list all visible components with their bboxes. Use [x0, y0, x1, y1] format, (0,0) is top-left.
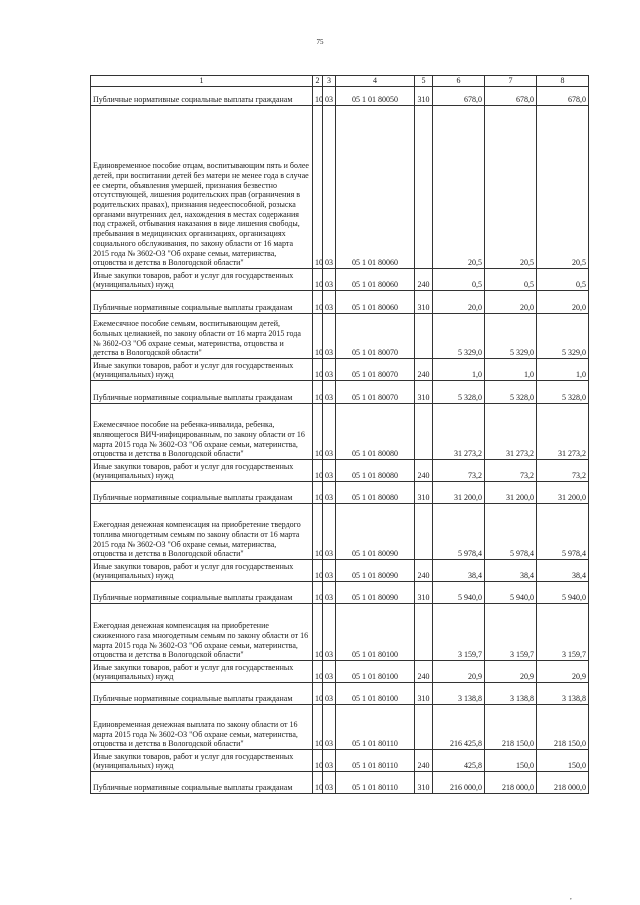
- expense-type-code: 310: [415, 683, 433, 705]
- amount-col6: 216 425,8: [433, 705, 485, 750]
- section-code: 03: [323, 291, 336, 314]
- amount-col7: 0,5: [485, 269, 537, 291]
- expense-type-code: [415, 314, 433, 359]
- expense-type-code: 310: [415, 87, 433, 106]
- column-header: 5: [415, 76, 433, 87]
- chapter-code: 10: [313, 560, 323, 582]
- table-row: [91, 582, 589, 604]
- row-description: Иные закупки товаров, работ и услуг для государственных (муниципальных) нужд: [91, 359, 313, 381]
- chapter-code: 10: [313, 750, 323, 772]
- section-code: 03: [323, 683, 336, 705]
- section-code: 03: [323, 269, 336, 291]
- chapter-code: 10: [313, 661, 323, 683]
- amount-col6: 216 000,0: [433, 772, 485, 794]
- target-article-code: 05 1 01 80070: [336, 381, 415, 404]
- amount-col6: 5 978,4: [433, 504, 485, 560]
- amount-col8: 20,0: [537, 291, 589, 314]
- chapter-code: 10: [313, 314, 323, 359]
- chapter-code: 10: [313, 269, 323, 291]
- row-description: Иные закупки товаров, работ и услуг для государственных (муниципальных) нужд: [91, 560, 313, 582]
- target-article-code: 05 1 01 80070: [336, 314, 415, 359]
- amount-col8: 5 940,0: [537, 582, 589, 604]
- amount-col6: 73,2: [433, 460, 485, 482]
- table-row: [91, 705, 589, 750]
- row-description: Публичные нормативные социальные выплаты гражданам: [91, 291, 313, 314]
- section-code: 03: [323, 504, 336, 560]
- chapter-code: 10: [313, 359, 323, 381]
- row-description: Единовременная денежная выплата по закону области от 16 марта 2015 года № 3602-ОЗ "Об охране семьи, материнства, отцовства и детства в Вологодской области": [91, 705, 313, 750]
- amount-col6: 20,9: [433, 661, 485, 683]
- amount-col8: 38,4: [537, 560, 589, 582]
- table-row: [91, 604, 589, 661]
- target-article-code: 05 1 01 80110: [336, 705, 415, 750]
- row-description: Публичные нормативные социальные выплаты гражданам: [91, 772, 313, 794]
- section-code: 03: [323, 381, 336, 404]
- section-code: 03: [323, 604, 336, 661]
- table-row: [91, 106, 589, 269]
- amount-col7: 5 978,4: [485, 504, 537, 560]
- target-article-code: 05 1 01 80060: [336, 291, 415, 314]
- expense-type-code: 240: [415, 460, 433, 482]
- chapter-code: 10: [313, 504, 323, 560]
- budget-table: [90, 75, 589, 794]
- target-article-code: 05 1 01 80090: [336, 560, 415, 582]
- amount-col6: 0,5: [433, 269, 485, 291]
- target-article-code: 05 1 01 80100: [336, 604, 415, 661]
- section-code: 03: [323, 106, 336, 269]
- target-article-code: 05 1 01 80050: [336, 87, 415, 106]
- row-description: Иные закупки товаров, работ и услуг для государственных (муниципальных) нужд: [91, 661, 313, 683]
- amount-col6: 31 273,2: [433, 404, 485, 460]
- target-article-code: 05 1 01 80060: [336, 269, 415, 291]
- table-row: [91, 750, 589, 772]
- amount-col7: 218 000,0: [485, 772, 537, 794]
- amount-col8: 31 200,0: [537, 482, 589, 504]
- chapter-code: 10: [313, 772, 323, 794]
- amount-col6: 425,8: [433, 750, 485, 772]
- section-code: 03: [323, 661, 336, 683]
- target-article-code: 05 1 01 80080: [336, 404, 415, 460]
- row-description: Публичные нормативные социальные выплаты гражданам: [91, 582, 313, 604]
- section-code: 03: [323, 772, 336, 794]
- chapter-code: 10: [313, 582, 323, 604]
- target-article-code: 05 1 01 80090: [336, 582, 415, 604]
- amount-col6: 3 138,8: [433, 683, 485, 705]
- amount-col8: 5 328,0: [537, 381, 589, 404]
- table-row: [91, 404, 589, 460]
- amount-col6: 20,0: [433, 291, 485, 314]
- expense-type-code: [415, 106, 433, 269]
- row-description: Иные закупки товаров, работ и услуг для государственных (муниципальных) нужд: [91, 269, 313, 291]
- row-description: Единовременное пособие отцам, воспитывающим пять и более детей, при воспитании детей без матери не менее года в случае ее смерти, объявления умершей, признания безвестно отсутствующей, лишения родительских прав (ограничения в родительских правах), признания недееспособной, розыска органами внутренних дел, нахождения в местах содержания под стражей, отбывания наказания в виде лишения свободы, пребывания в медицинских организациях, организациях социального обслуживания, по закону области от 16 марта 2015 года № 3602-ОЗ "Об охране семьи, материнства, отцовства и детства в Вологодской области": [91, 106, 313, 269]
- row-description: Ежегодная денежная компенсация на приобретение сжиженного газа многодетным семьям по закону области от 16 марта 2015 года № 3602-ОЗ "Об охране семьи, материнства, отцовства и детства в Вологодской области": [91, 604, 313, 661]
- table-row: [91, 560, 589, 582]
- target-article-code: 05 1 01 80080: [336, 460, 415, 482]
- section-code: 03: [323, 404, 336, 460]
- expense-type-code: 240: [415, 750, 433, 772]
- amount-col8: 3 138,8: [537, 683, 589, 705]
- expense-type-code: 310: [415, 381, 433, 404]
- chapter-code: 10: [313, 604, 323, 661]
- section-code: 03: [323, 750, 336, 772]
- column-header: 1: [91, 76, 313, 87]
- amount-col7: 5 328,0: [485, 381, 537, 404]
- target-article-code: 05 1 01 80100: [336, 661, 415, 683]
- expense-type-code: 310: [415, 772, 433, 794]
- chapter-code: 10: [313, 87, 323, 106]
- amount-col8: 31 273,2: [537, 404, 589, 460]
- amount-col8: 218 000,0: [537, 772, 589, 794]
- amount-col8: 73,2: [537, 460, 589, 482]
- expense-type-code: 240: [415, 269, 433, 291]
- expense-type-code: [415, 705, 433, 750]
- amount-col7: 20,0: [485, 291, 537, 314]
- column-header: 7: [485, 76, 537, 87]
- amount-col6: 20,5: [433, 106, 485, 269]
- table-row: [91, 482, 589, 504]
- table-header-row: [91, 76, 589, 87]
- column-header: 8: [537, 76, 589, 87]
- corner-mark: ,: [570, 893, 572, 901]
- amount-col6: 678,0: [433, 87, 485, 106]
- row-description: Ежегодная денежная компенсация на приобретение твердого топлива многодетным семьям по закону области от 16 марта 2015 года № 3602-ОЗ "Об охране семьи, материнства, отцовства и детства в Вологодской области": [91, 504, 313, 560]
- amount-col8: 218 150,0: [537, 705, 589, 750]
- expense-type-code: [415, 604, 433, 661]
- chapter-code: 10: [313, 683, 323, 705]
- table-row: [91, 661, 589, 683]
- row-description: Публичные нормативные социальные выплаты гражданам: [91, 87, 313, 106]
- amount-col8: 5 329,0: [537, 314, 589, 359]
- section-code: 03: [323, 314, 336, 359]
- table-row: [91, 359, 589, 381]
- table-row: [91, 87, 589, 106]
- amount-col7: 218 150,0: [485, 705, 537, 750]
- chapter-code: 10: [313, 291, 323, 314]
- section-code: 03: [323, 359, 336, 381]
- target-article-code: 05 1 01 80100: [336, 683, 415, 705]
- amount-col8: 1,0: [537, 359, 589, 381]
- chapter-code: 10: [313, 460, 323, 482]
- target-article-code: 05 1 01 80060: [336, 106, 415, 269]
- section-code: 03: [323, 705, 336, 750]
- section-code: 03: [323, 582, 336, 604]
- table-row: [91, 314, 589, 359]
- expense-type-code: 240: [415, 359, 433, 381]
- chapter-code: 10: [313, 482, 323, 504]
- amount-col6: 5 940,0: [433, 582, 485, 604]
- row-description: Ежемесячное пособие семьям, воспитывающим детей, больных целиакией, по закону области от 16 марта 2015 года № 3602-ОЗ "Об охране семьи, материнства, отцовства и детства в Вологодской области": [91, 314, 313, 359]
- amount-col8: 150,0: [537, 750, 589, 772]
- target-article-code: 05 1 01 80110: [336, 772, 415, 794]
- column-header: 2: [313, 76, 323, 87]
- table-row: [91, 269, 589, 291]
- chapter-code: 10: [313, 381, 323, 404]
- row-description: Публичные нормативные социальные выплаты гражданам: [91, 482, 313, 504]
- expense-type-code: 310: [415, 482, 433, 504]
- section-code: 03: [323, 87, 336, 106]
- amount-col7: 3 159,7: [485, 604, 537, 661]
- amount-col7: 20,5: [485, 106, 537, 269]
- amount-col7: 3 138,8: [485, 683, 537, 705]
- section-code: 03: [323, 482, 336, 504]
- amount-col8: 5 978,4: [537, 504, 589, 560]
- amount-col7: 31 200,0: [485, 482, 537, 504]
- amount-col7: 20,9: [485, 661, 537, 683]
- amount-col7: 678,0: [485, 87, 537, 106]
- amount-col7: 5 329,0: [485, 314, 537, 359]
- target-article-code: 05 1 01 80080: [336, 482, 415, 504]
- expense-type-code: 310: [415, 291, 433, 314]
- amount-col6: 5 328,0: [433, 381, 485, 404]
- row-description: Публичные нормативные социальные выплаты гражданам: [91, 683, 313, 705]
- row-description: Иные закупки товаров, работ и услуг для государственных (муниципальных) нужд: [91, 750, 313, 772]
- amount-col6: 31 200,0: [433, 482, 485, 504]
- expense-type-code: 240: [415, 560, 433, 582]
- target-article-code: 05 1 01 80090: [336, 504, 415, 560]
- row-description: Иные закупки товаров, работ и услуг для государственных (муниципальных) нужд: [91, 460, 313, 482]
- table-row: [91, 772, 589, 794]
- amount-col7: 5 940,0: [485, 582, 537, 604]
- table-row: [91, 291, 589, 314]
- page-number: 75: [316, 38, 324, 46]
- amount-col8: 678,0: [537, 87, 589, 106]
- table-row: [91, 381, 589, 404]
- row-description: Публичные нормативные социальные выплаты гражданам: [91, 381, 313, 404]
- column-header: 6: [433, 76, 485, 87]
- expense-type-code: 240: [415, 661, 433, 683]
- amount-col6: 5 329,0: [433, 314, 485, 359]
- amount-col7: 31 273,2: [485, 404, 537, 460]
- chapter-code: 10: [313, 404, 323, 460]
- amount-col7: 150,0: [485, 750, 537, 772]
- amount-col8: 0,5: [537, 269, 589, 291]
- table-row: [91, 504, 589, 560]
- table-row: [91, 460, 589, 482]
- amount-col6: 1,0: [433, 359, 485, 381]
- section-code: 03: [323, 460, 336, 482]
- column-header: 3: [323, 76, 336, 87]
- target-article-code: 05 1 01 80110: [336, 750, 415, 772]
- chapter-code: 10: [313, 705, 323, 750]
- amount-col6: 38,4: [433, 560, 485, 582]
- expense-type-code: [415, 504, 433, 560]
- target-article-code: 05 1 01 80070: [336, 359, 415, 381]
- chapter-code: 10: [313, 106, 323, 269]
- amount-col6: 3 159,7: [433, 604, 485, 661]
- section-code: 03: [323, 560, 336, 582]
- column-header: 4: [336, 76, 415, 87]
- amount-col7: 38,4: [485, 560, 537, 582]
- amount-col7: 73,2: [485, 460, 537, 482]
- amount-col8: 3 159,7: [537, 604, 589, 661]
- expense-type-code: 310: [415, 582, 433, 604]
- row-description: Ежемесячное пособие на ребенка-инвалида, ребенка, являющегося ВИЧ-инфицированным, по закону области от 16 марта 2015 года № 3602-ОЗ "Об охране семьи, материнства, отцовства и детства в Вологодской области": [91, 404, 313, 460]
- amount-col8: 20,5: [537, 106, 589, 269]
- amount-col8: 20,9: [537, 661, 589, 683]
- expense-type-code: [415, 404, 433, 460]
- table-row: [91, 683, 589, 705]
- amount-col7: 1,0: [485, 359, 537, 381]
